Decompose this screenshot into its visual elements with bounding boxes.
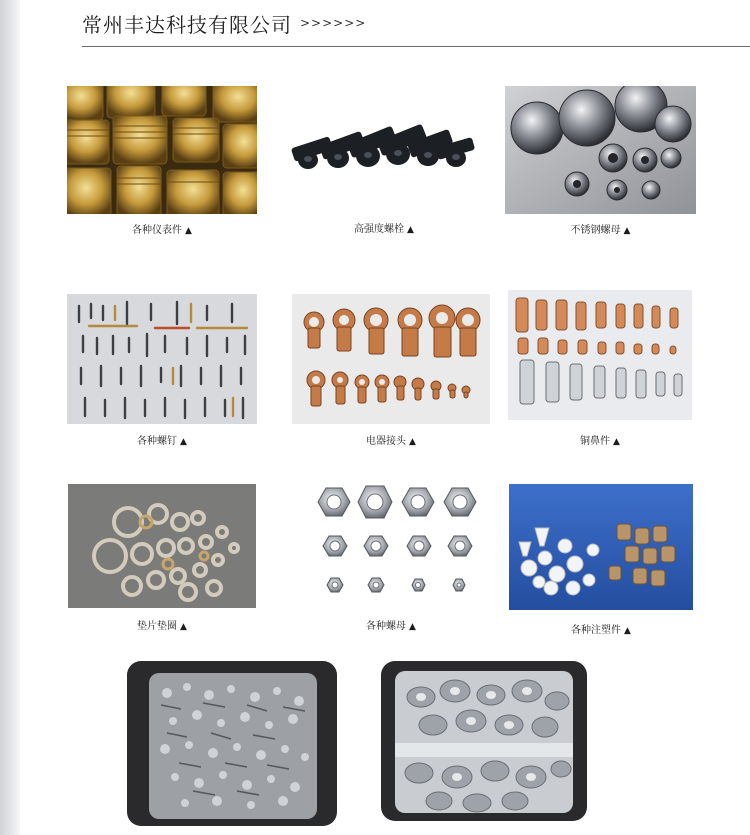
- photo-high-strength-bolts: [286, 112, 482, 180]
- caption-electrical-terminals: 电器接头 ▲: [366, 436, 416, 447]
- caption-copper-lugs: 铜鼻件 ▲: [580, 436, 620, 447]
- header-divider: [82, 46, 750, 47]
- photo-stainless-nuts: [505, 86, 696, 214]
- book-spine-shadow: [0, 0, 20, 835]
- caption-high-strength-bolts: 高强度螺栓 ▲: [354, 224, 414, 235]
- photo-hex-nuts: [296, 478, 486, 608]
- header-arrows: >>>>>>: [300, 16, 367, 30]
- photo-instrument-parts: [67, 86, 257, 214]
- caption-injection-molded-parts: 各种注塑件 ▲: [571, 625, 631, 636]
- company-title: 常州丰达科技有限公司: [82, 12, 292, 37]
- photo-injection-molded-parts: [509, 484, 693, 610]
- caption-stainless-nuts: 不锈钢螺母 ▲: [570, 225, 631, 236]
- caption-instrument-parts: 各种仪表件 ▲: [132, 225, 192, 236]
- page-header: [82, 8, 366, 38]
- caption-assorted-screws: 各种螺钉 ▲: [137, 436, 187, 447]
- photo-washers: [68, 484, 256, 608]
- photo-copper-lugs: [508, 290, 692, 420]
- caption-hex-nuts: 各种螺母 ▲: [366, 621, 416, 632]
- photo-electrical-terminals: [292, 294, 490, 424]
- caption-washers: 垫片垫圈 ▲: [137, 621, 187, 632]
- photo-bagged-screws: [127, 661, 337, 826]
- photo-assorted-screws: [67, 294, 257, 424]
- photo-bagged-bushings: [381, 661, 587, 821]
